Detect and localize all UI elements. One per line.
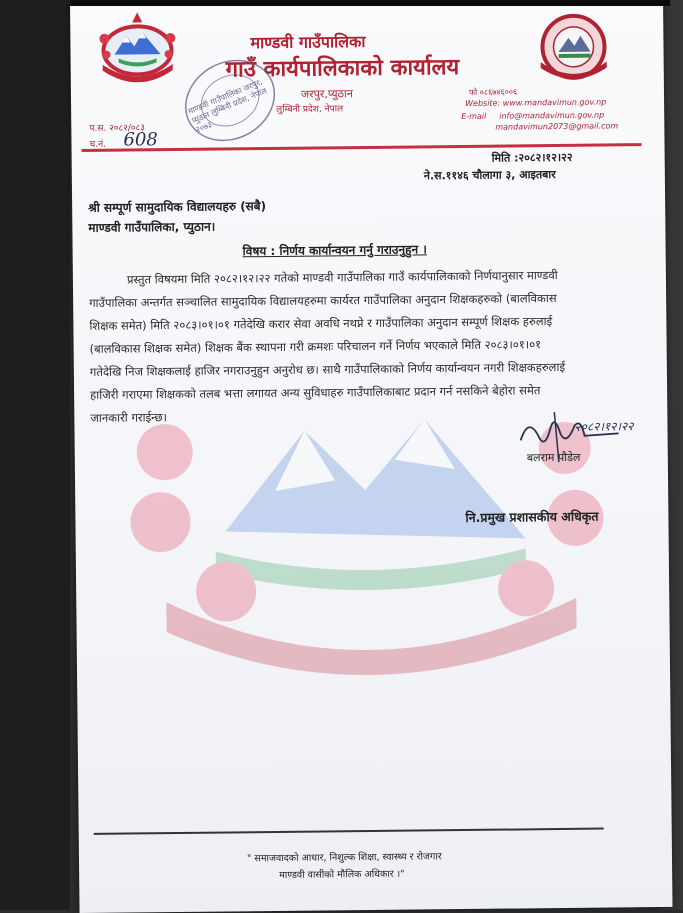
signatory-name: बलराम पौडेल bbox=[526, 450, 581, 465]
footer-line-1: " समाजवादको आधार, निशुल्क शिक्षा, स्वास्थ्य र रोजगार bbox=[246, 851, 442, 865]
footer-divider bbox=[94, 828, 604, 835]
body-line-2: गाउँपालिका अन्तर्गत सञ्चालित सामुदायिक विद्यालयहरुमा कार्यरत गाउँपालिका अनुदान शिक्षकहरुको (बालविकास bbox=[89, 291, 557, 310]
office-name: गाउँ कार्यपालिकाको कार्यालय bbox=[225, 55, 460, 83]
body-line-7: जानकारी गराईन्छ। bbox=[90, 410, 167, 425]
stamp-text: माण्डवी गाउँपालिका जरपुर, प्युठान लुम्बिनी प्रदेश, नेपाल २०७३ bbox=[186, 77, 269, 135]
body-line-4: (बालविकास शिक्षक समेत) शिक्षक बैंक स्थापना गरी क्रमशः परिचालन गर्ने निर्णय भएकाले मिति २०८३।०१।०१ bbox=[89, 337, 542, 356]
office-address: जरपुर,प्युठान bbox=[300, 87, 354, 101]
body-line-1: प्रस्तुत विषयमा मिति २०८२।१२।२२ गतेको माण्डवी गाउँपालिका गाउँ कार्यपालिकाको निर्णयानुसार माण्डवी bbox=[126, 268, 558, 287]
letter-date: मिति :२०८२।१२।२२ bbox=[491, 150, 573, 165]
reference-number: 608 bbox=[123, 129, 158, 151]
signature-date: २०८२।१२।२२ bbox=[574, 419, 634, 434]
email-secondary: mandavimun2073@gmail.com bbox=[495, 121, 619, 132]
office-province: लुम्बिनी प्रदेश, नेपाल bbox=[276, 104, 344, 115]
email-label: E-mail bbox=[461, 111, 487, 122]
website: Website: www.mandavimun.gov.np bbox=[465, 97, 607, 108]
body-line-5: गतेदेखि निज शिक्षकलाई हाजिर नगराउनुहुन अनुरोध छ। साथै गाउँपालिकाको निर्णय कार्यान्वयन नगरी शिक्षकहरुलाई bbox=[89, 359, 566, 379]
background-left bbox=[0, 0, 70, 910]
background-top bbox=[70, 0, 670, 6]
fiscal-year: प.स. २०८२/०८३ bbox=[89, 123, 145, 134]
signatory-designation: नि.प्रमुख प्रशासकीय अधिकृत bbox=[465, 508, 599, 525]
nepal-sambat-date: ने.स.११४६ चौलागा ३, आइतबार bbox=[423, 168, 556, 183]
footer-line-2: माण्डवी वासीको मौलिक अधिकार ।" bbox=[279, 868, 405, 881]
email-primary: info@mandavimun.gov.np bbox=[499, 110, 605, 121]
municipality-logo-icon bbox=[528, 11, 619, 82]
letter-page bbox=[70, 0, 672, 913]
addressee-line-2: माण्डवी गाउँपालिका, प्युठान। bbox=[88, 219, 216, 235]
subject: विषय : निर्णय कार्यान्वयन गर्नु गराउनुहुन । bbox=[242, 242, 427, 259]
body-line-6: हाजिरी गराएमा शिक्षकको तलब भत्ता लगायत अन्य सुविधाहरु गाउँपालिकाबाट प्रदान गर्न नसकिने बेहोरा समेत bbox=[90, 383, 541, 402]
addressee-line-1: श्री सम्पूर्ण सामुदायिक विद्यालयहरु (सबै) bbox=[88, 199, 267, 215]
municipality-name: माण्डवी गाउँपालिका bbox=[250, 32, 366, 53]
body-line-3: शिक्षक समेत) मिति २०८३।०१।०१ गतेदेखि करार सेवा अवधि नथप्ने र गाउँपालिका अनुदान सम्पूर्ण शिक्षक हरुलाई bbox=[89, 314, 553, 333]
phone-number: फो ०८६७४६००६ bbox=[468, 87, 518, 97]
reference-label: च.नं. bbox=[89, 139, 106, 150]
nepal-emblem-icon bbox=[92, 8, 183, 83]
